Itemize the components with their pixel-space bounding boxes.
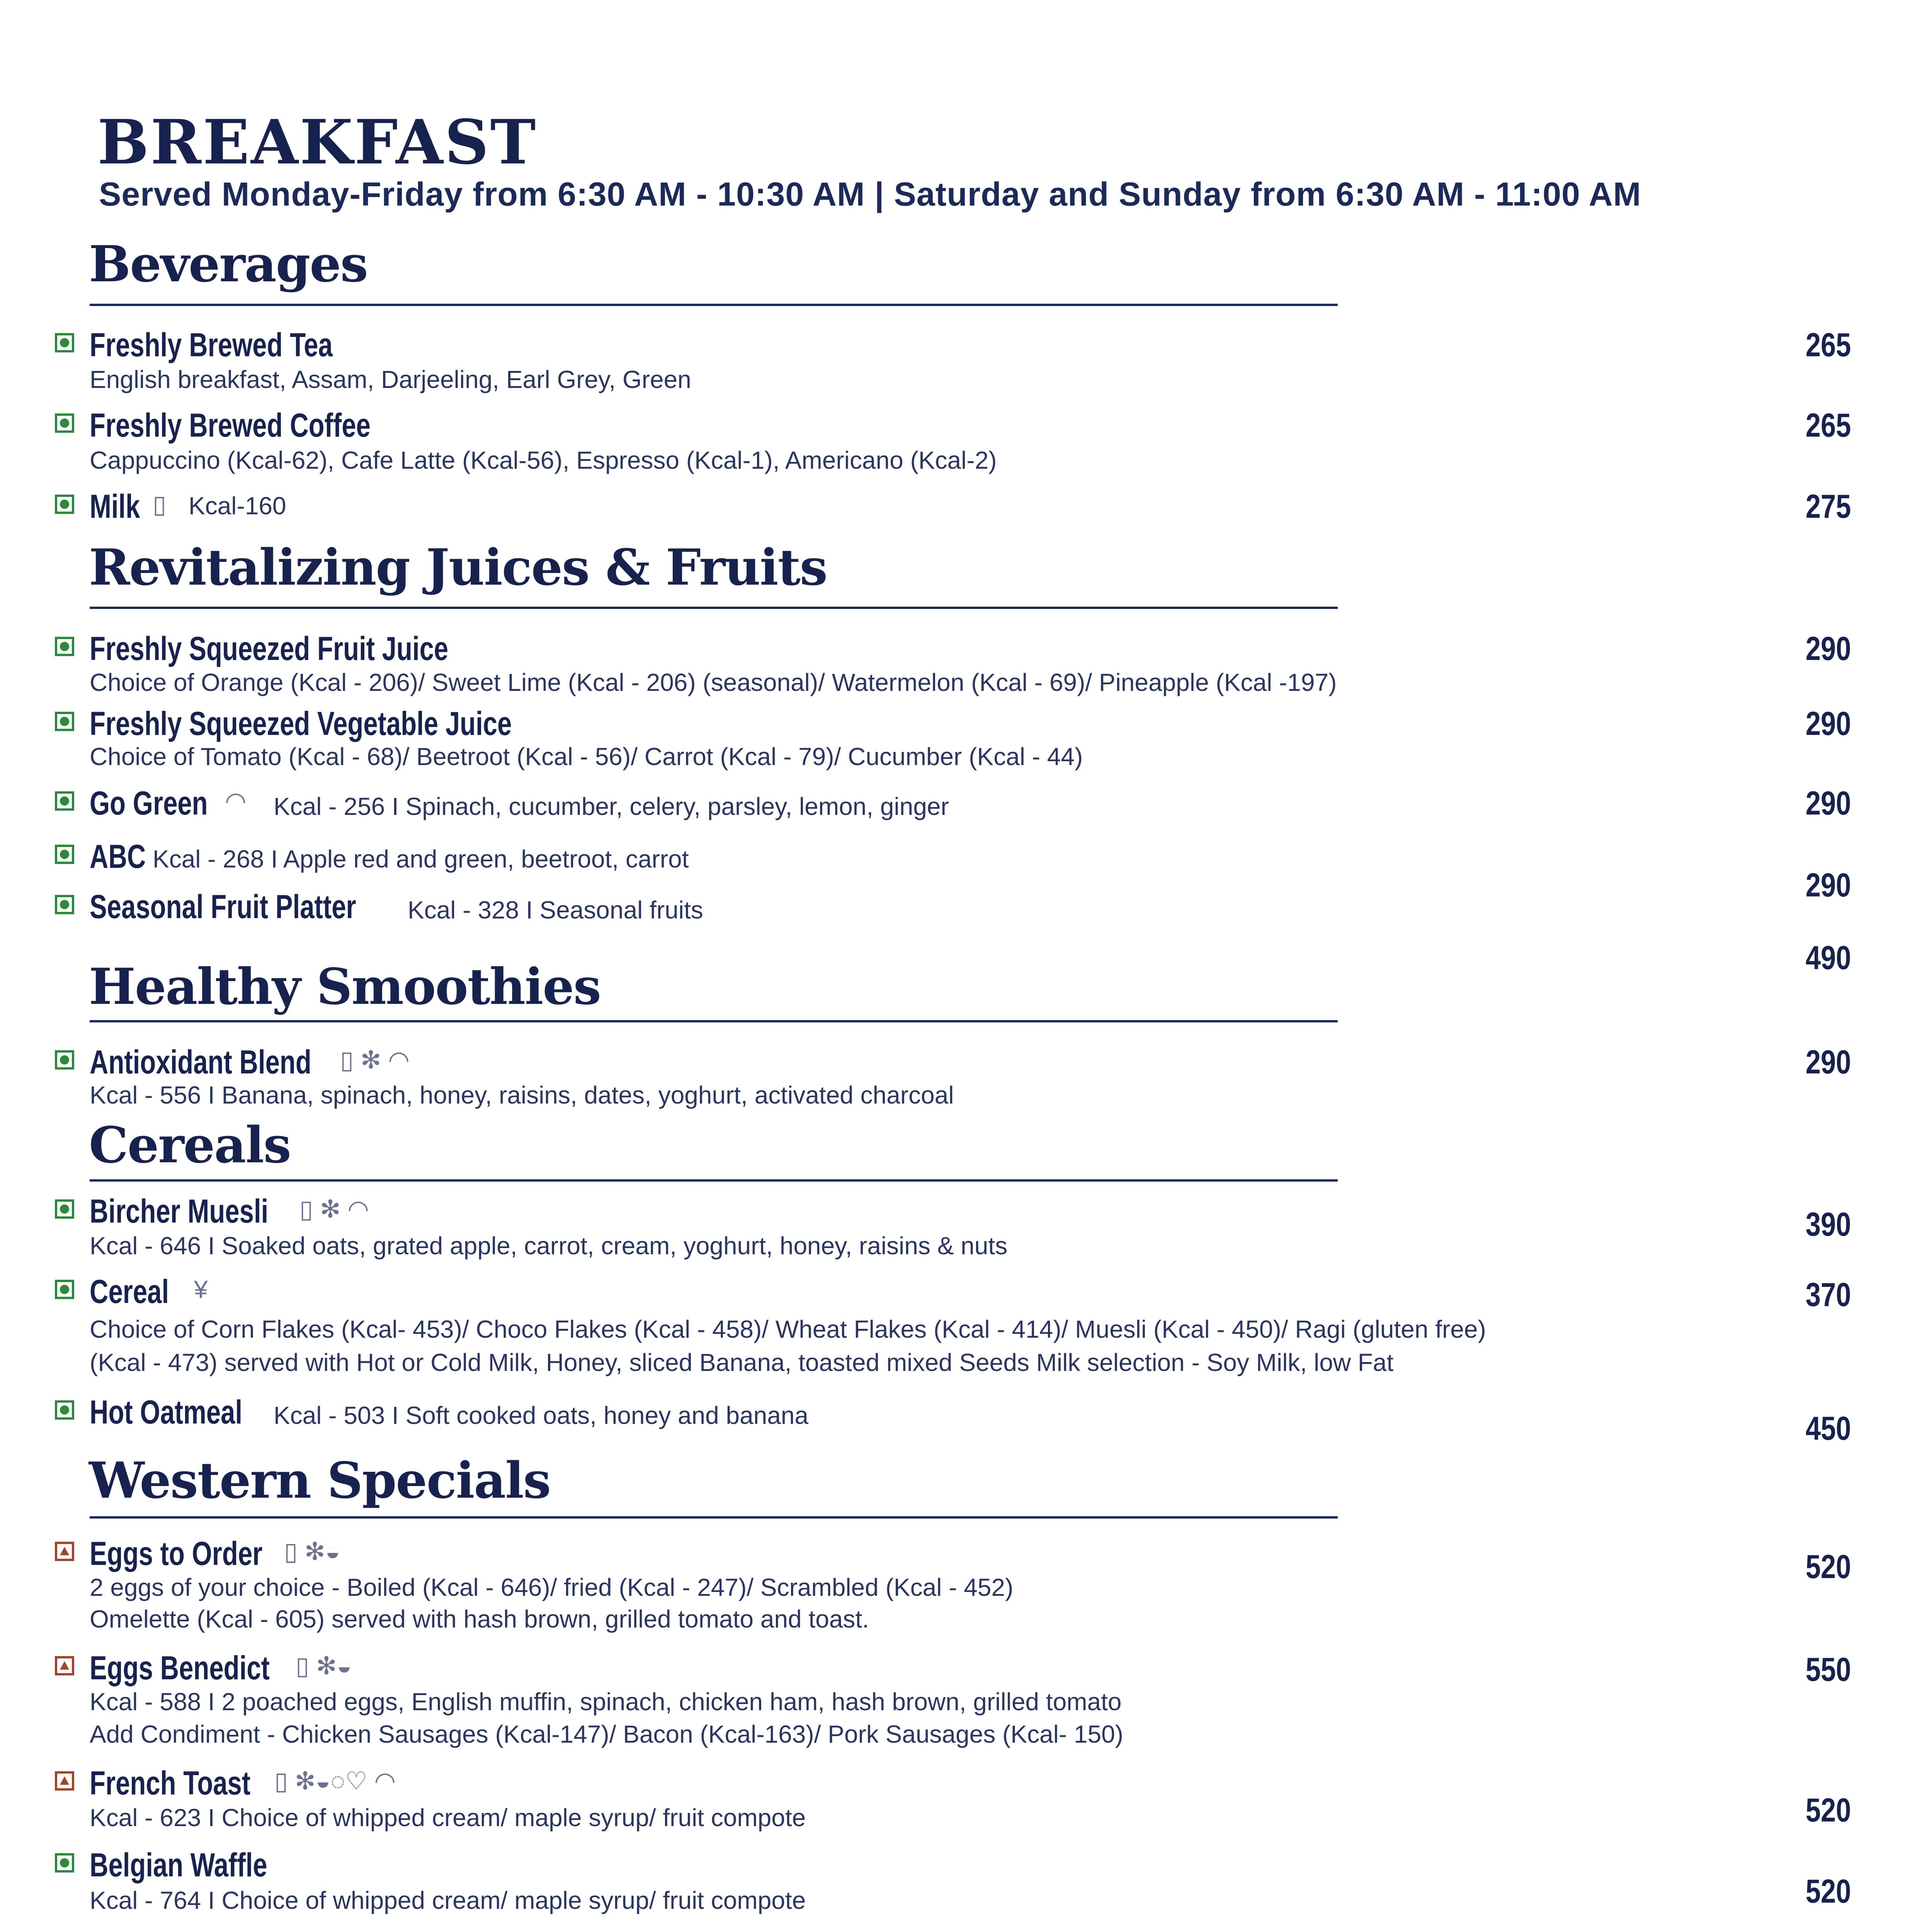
menu-item-name: Eggs to Order [90, 1535, 263, 1572]
menu-item-name: Freshly Brewed Tea [90, 327, 333, 364]
allergen-icons: ▯ ✻◒ [284, 1537, 340, 1565]
menu-item-desc: Kcal - 556 I Banana, spinach, honey, raisins, dates, yoghurt, activated charcoal [90, 1081, 954, 1109]
veg-mark-icon [55, 1199, 74, 1219]
menu-item-desc: Kcal - 646 I Soaked oats, grated apple, carrot, cream, yoghurt, honey, raisins & nuts [90, 1232, 1008, 1260]
veg-mark-icon [55, 1050, 74, 1070]
menu-item-desc: Kcal-160 [189, 492, 286, 520]
section-title-western: Western Specials [89, 1452, 550, 1510]
veg-mark-icon [55, 637, 74, 656]
veg-mark-icon [55, 1853, 74, 1872]
menu-item-name: Freshly Squeezed Vegetable Juice [90, 705, 512, 742]
veg-mark-icon [55, 413, 74, 433]
menu-item-name: Seasonal Fruit Platter [90, 888, 356, 925]
menu-item-price: 390 [1805, 1206, 1851, 1243]
veg-mark-icon [55, 895, 74, 914]
section-title-beverages: Beverages [89, 235, 367, 293]
menu-item-price: 290 [1805, 785, 1851, 822]
menu-item-desc: Cappuccino (Kcal-62), Cafe Latte (Kcal-56), Espresso (Kcal-1), Americano (Kcal-2) [90, 446, 997, 474]
menu-item-price: 520 [1805, 1792, 1851, 1829]
allergen-icons: ▯ ✻ ◠ [340, 1046, 410, 1074]
menu-item-desc: Choice of Corn Flakes (Kcal- 453)/ Choco Flakes (Kcal - 458)/ Wheat Flakes (Kcal - 414)/ Muesli (Kcal - 450)/ Ragi (gluten free) [90, 1315, 1486, 1343]
menu-item-desc-continued: Omelette (Kcal - 605) served with hash brown, grilled tomato and toast. [90, 1605, 869, 1633]
lupin-icon: ¥ [194, 1276, 208, 1303]
veg-mark-icon [55, 712, 74, 731]
menu-item-price: 275 [1805, 488, 1851, 525]
menu-item-price: 520 [1805, 1873, 1851, 1910]
veg-mark-icon [55, 333, 74, 352]
menu-item-price: 490 [1805, 939, 1851, 976]
section-divider [90, 1020, 1338, 1022]
menu-item-name: Go Green [90, 785, 208, 822]
menu-item-price: 265 [1805, 327, 1851, 364]
menu-item-name: Eggs Benedict [90, 1650, 270, 1687]
menu-item-name: Hot Oatmeal [90, 1394, 243, 1431]
chef-special-icon: ◠ [225, 787, 247, 815]
section-divider [90, 607, 1338, 609]
menu-item-desc: Kcal - 328 I Seasonal fruits [408, 896, 703, 924]
allergen-icons: ▯ ✻◒ [296, 1652, 352, 1680]
menu-item-desc: English breakfast, Assam, Darjeeling, Earl Grey, Green [90, 366, 691, 393]
allergen-icons: ▯ ✻◒◌♡ ◠ [274, 1767, 396, 1795]
menu-item-name: Bircher Muesli [90, 1193, 269, 1230]
non-veg-mark-icon [55, 1542, 74, 1561]
menu-item-desc: Choice of Tomato (Kcal - 68)/ Beetroot (Kcal - 56)/ Carrot (Kcal - 79)/ Cucumber (Kcal - 44) [90, 743, 1083, 770]
menu-item-name: Belgian Waffle [90, 1847, 267, 1884]
veg-mark-icon [55, 1400, 74, 1420]
menu-item-price: 520 [1805, 1548, 1851, 1585]
menu-item-desc: Kcal - 268 I Apple red and green, beetroot, carrot [153, 845, 689, 873]
menu-item-name: Cereal [90, 1273, 169, 1310]
veg-mark-icon [55, 1280, 74, 1299]
veg-mark-icon [55, 845, 74, 864]
non-veg-mark-icon [55, 1771, 74, 1791]
section-divider [90, 1516, 1338, 1519]
menu-item-name: French Toast [90, 1765, 251, 1802]
milk-icon: ▯ [153, 490, 167, 518]
menu-item-price: 290 [1805, 705, 1851, 742]
allergen-icons: ▯ ✻ ◠ [299, 1195, 369, 1223]
menu-item-name: ABC [90, 838, 146, 875]
section-title-juices: Revitalizing Juices & Fruits [89, 539, 827, 597]
service-hours: Served Monday-Friday from 6:30 AM - 10:30 AM | Saturday and Sunday from 6:30 AM - 11:00 AM [99, 176, 1641, 213]
menu-item-desc: Kcal - 764 I Choice of whipped cream/ maple syrup/ fruit compote [90, 1886, 806, 1914]
menu-item-name: Freshly Brewed Coffee [90, 407, 371, 444]
menu-item-price: 290 [1805, 867, 1851, 904]
section-divider [90, 1179, 1338, 1182]
veg-mark-icon [55, 791, 74, 811]
menu-item-desc: 2 eggs of your choice - Boiled (Kcal - 646)/ fried (Kcal - 247)/ Scrambled (Kcal - 452) [90, 1573, 1014, 1601]
menu-item-price: 550 [1805, 1651, 1851, 1688]
veg-mark-icon [55, 495, 74, 514]
menu-item-desc: Kcal - 623 I Choice of whipped cream/ maple syrup/ fruit compote [90, 1804, 806, 1832]
section-divider [90, 304, 1338, 306]
menu-item-price: 290 [1805, 630, 1851, 667]
menu-item-name: Freshly Squeezed Fruit Juice [90, 630, 449, 667]
non-veg-mark-icon [55, 1656, 74, 1675]
menu-item-price: 370 [1805, 1276, 1851, 1313]
section-title-cereals: Cereals [89, 1116, 291, 1174]
section-title-smoothies: Healthy Smoothies [89, 958, 600, 1016]
menu-item-desc-continued: (Kcal - 473) served with Hot or Cold Milk, Honey, sliced Banana, toasted mixed Seeds Milk selection - Soy Milk, low Fat [90, 1349, 1394, 1376]
menu-item-desc: Kcal - 256 I Spinach, cucumber, celery, parsley, lemon, ginger [274, 793, 949, 820]
menu-item-name: Antioxidant Blend [90, 1044, 311, 1081]
menu-item-desc: Kcal - 503 I Soft cooked oats, honey and banana [274, 1401, 809, 1429]
menu-item-price: 265 [1805, 407, 1851, 444]
menu-item-name: Milk [90, 488, 140, 525]
menu-item-price: 450 [1805, 1410, 1851, 1447]
page-title: BREAKFAST [97, 107, 537, 178]
menu-item-desc: Kcal - 588 I 2 poached eggs, English muffin, spinach, chicken ham, hash brown, grilled tomato [90, 1688, 1122, 1716]
menu-item-price: 290 [1805, 1044, 1851, 1081]
menu-item-desc: Choice of Orange (Kcal - 206)/ Sweet Lime (Kcal - 206) (seasonal)/ Watermelon (Kcal - 69)/ Pineapple (Kcal -197) [90, 668, 1337, 696]
menu-item-desc-continued: Add Condiment - Chicken Sausages (Kcal-147)/ Bacon (Kcal-163)/ Pork Sausages (Kcal- 150) [90, 1720, 1124, 1748]
